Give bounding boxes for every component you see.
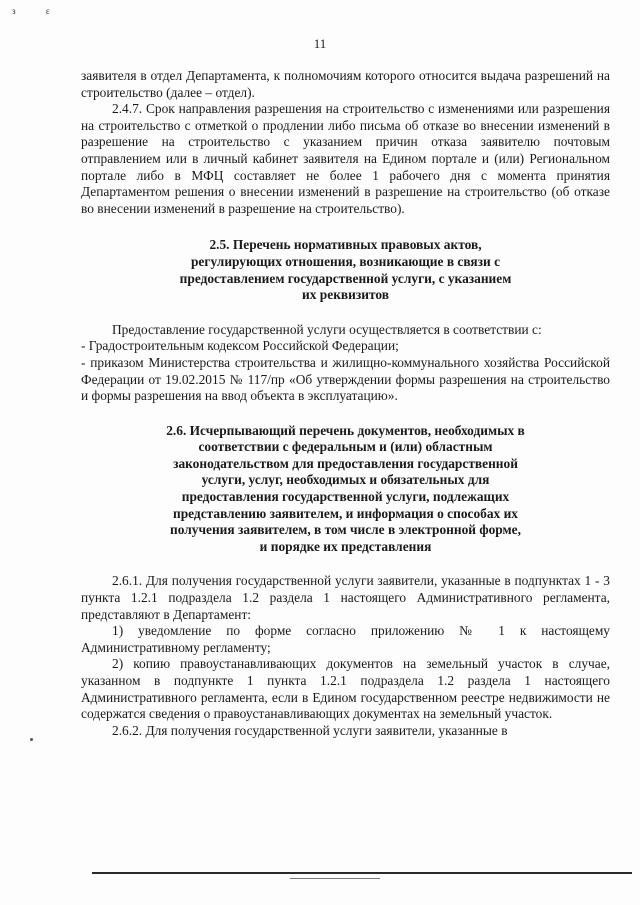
paragraph: Предоставление государственной услуги осуществляется в соответствии с:: [112, 321, 542, 337]
corner-mark: ε: [45, 6, 50, 16]
section-heading-2-5: 2.5. Перечень нормативных правовых актов, регулирующих отношения, возникающие в связи с предоставлением государственной услуги, с указанием их реквизитов: [179, 237, 512, 303]
paragraph: 2.4.7. Срок направления разрешения на строительство с изменениями или разрешения на строительство с отметкой о продлении либо письма об отказе во внесении изменений в разрешение на строительство с указанием причин отказа заявителю почтовым отправлением или в личный кабинет заявителя на Едином портале и (или) Региональном портале либо в МФЦ составляет не более 1 рабочего дня с момента принятия Департаментом решения о внесении изменений в разрешение на строительство (об отказе во внесении изменений в разрешение на строительство).: [81, 101, 610, 216]
scan-speck: [30, 738, 33, 741]
paragraph: 2) копию правоустанавливающих документов на земельный участок в случае, указанном в подпункте 1 пункта 1.2.1 подраздела 1.2 раздела 1 настоящего Административного регламента, если в Едином государственном реестре недвижимости не содержатся сведения о правоустанавливающих документах на земельный участок.: [81, 656, 610, 722]
paragraph: 2.6.1. Для получения государственной услуги заявители, указанные в подпунктах 1 - 3 пункта 1.2.1 подраздела 1.2 раздела 1 настоящего Административного регламента, представляют в Департамент:: [81, 573, 610, 622]
corner-mark: з: [12, 6, 16, 16]
paragraph: 2.6.2. Для получения государственной услуги заявители, указанные в: [112, 722, 508, 738]
paragraph: - Градостроительным кодексом Российской Федерации;: [81, 338, 399, 354]
page-number: 11: [313, 36, 327, 51]
corner-marks: [12, 6, 78, 16]
document-body: [81, 68, 610, 739]
paragraph: заявителя в отдел Департамента, к полномочиям которого относится выдача разрешений на строительство (далее – отдел).: [81, 68, 610, 100]
footer-rule: [92, 872, 632, 874]
paragraph: 1) уведомление по форме согласно приложению № 1 к настоящему Административному регламенту;: [81, 623, 610, 655]
footer-rule-secondary: [290, 878, 380, 879]
section-heading-2-6: 2.6. Исчерпывающий перечень документов, необходимых в соответствии с федеральным и (или) областным законодательством для предоставления государственной услуги, услуг, необходимых и обязательных для предоставления государственной услуги, подлежащих представлению заявителем, и информация о способах их получения заявителем, в том числе в электронной форме, и порядке их представления: [166, 422, 525, 554]
paragraph: - приказом Министерства строительства и жилищно-коммунального хозяйства Российской Федерации от 19.02.2015 № 117/пр «Об утверждении формы разрешения на строительство и формы разрешения на ввод объекта в эксплуатацию».: [81, 354, 610, 404]
